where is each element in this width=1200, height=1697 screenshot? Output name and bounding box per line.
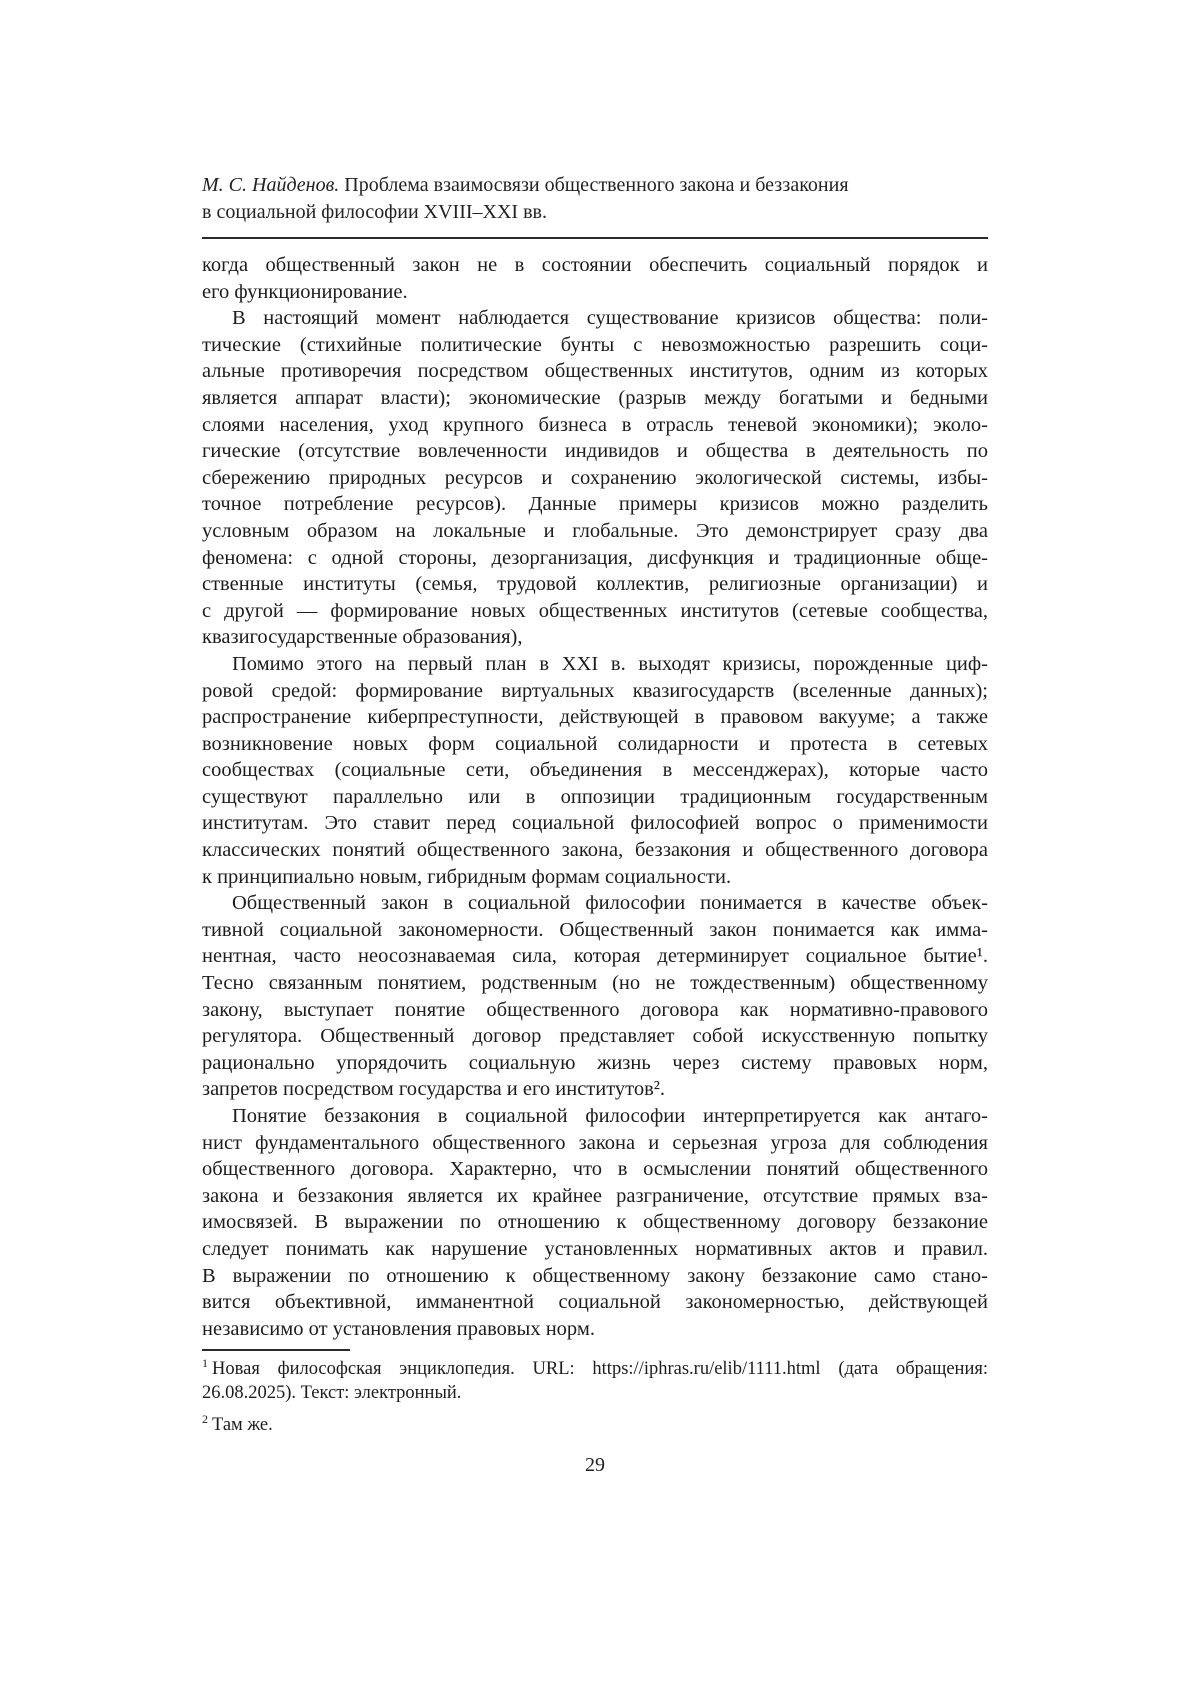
body-line: институтам. Это ставит перед социальной философией вопрос о применимости — [202, 812, 988, 835]
body-line: сбережению природных ресурсов и сохранению экологической системы, избы- — [202, 466, 988, 489]
body-line: следует понимать как нарушение установленных нормативных актов и правил. — [202, 1237, 988, 1260]
body-line: независимо от установления правовых норм. — [202, 1317, 595, 1340]
header-rule — [202, 237, 988, 239]
footnote-marker: 1 — [202, 1356, 208, 1371]
footnote — [202, 1358, 988, 1405]
body-line: нентная, часто неосознаваемая сила, которая детерминирует социальное бытие¹. — [202, 945, 988, 968]
running-head-author: М. С. Найденов. — [202, 174, 340, 196]
body-line: тивной социальной закономерности. Общественный закон понимается как имма- — [202, 918, 988, 941]
paragraph — [202, 252, 988, 305]
running-head-line1 — [202, 172, 988, 199]
body-line: квазигосударственные образования), — [202, 626, 523, 649]
body-line: существуют параллельно или в оппозиции традиционным государственным — [202, 785, 988, 808]
body-line: Общественный закон в социальной философии понимается в качестве объек- — [232, 892, 988, 915]
body-line: его функционирование. — [202, 280, 408, 303]
article-body — [202, 252, 988, 1342]
paragraph — [202, 890, 988, 1103]
body-line: феномена: с одной стороны, дезорганизация, дисфункция и традиционные обще- — [202, 546, 988, 569]
body-line: рационально упорядочить социальную жизнь через систему правовых норм, — [202, 1051, 988, 1074]
running-head-line2: в социальной философии XVIII–XXI вв. — [202, 201, 547, 223]
body-line: гические (отсутствие вовлеченности индивидов и общества в деятельность по — [202, 440, 988, 463]
body-line: является аппарат власти); экономические (разрыв между богатыми и бедными — [202, 386, 988, 409]
body-line: ственные институты (семья, трудовой коллектив, религиозные организации) и — [202, 573, 988, 596]
body-line: В настоящий момент наблюдается существование кризисов общества: поли- — [232, 307, 988, 330]
footnote-separator-rule — [202, 1349, 350, 1351]
paragraph — [202, 651, 988, 890]
body-line: вится объективной, имманентной социальной закономерностью, действующей — [202, 1291, 988, 1314]
body-line: запретов посредством государства и его институтов². — [202, 1078, 666, 1101]
footnote-line: $^1$ Новая философская энциклопедия. URL: https://iphras.ru/elib/1111.html (дата обращения: — [202, 1356, 988, 1380]
paragraph — [202, 305, 988, 651]
body-line: нист фундаментального общественного закона и серьезная угроза для соблюдения — [202, 1131, 988, 1154]
body-line: закона и беззакония является их крайнее разграничение, отсутствие прямых вза- — [202, 1184, 988, 1207]
running-head-title: Проблема взаимосвязи общественного закона и беззакония — [339, 174, 849, 196]
body-line: Понятие беззакония в социальной философии интерпретируется как антаго- — [232, 1105, 988, 1127]
footnote-line: 26.08.2025). Текст: электронный. — [202, 1382, 462, 1403]
body-line: закону, выступает понятие общественного договора как нормативно-правового — [202, 998, 988, 1021]
page-number: 29 — [585, 1453, 605, 1476]
body-line: Тесно связанным понятием, родственным (но не тождественным) общественному — [202, 972, 988, 995]
footnote-marker: 2 — [202, 1412, 208, 1427]
running-head — [202, 172, 988, 226]
body-line: общественного договора. Характерно, что в осмыслении понятий общественного — [202, 1158, 988, 1181]
body-line: распространение киберпреступности, действующей в правовом вакууме; а также — [202, 706, 988, 729]
footnote — [202, 1414, 988, 1438]
body-line: ровой средой: формирование виртуальных квазигосударств (вселенные данных); — [202, 679, 988, 702]
body-line: возникновение новых форм социальной солидарности и протеста в сетевых — [202, 732, 988, 755]
body-line: тические (стихийные политические бунты с невозможностью разрешить соци- — [202, 333, 988, 356]
body-line: классических понятий общественного закона, беззакония и общественного договора — [202, 839, 988, 862]
body-line: когда общественный закон не в состоянии обеспечить социальный порядок и — [202, 254, 988, 276]
body-line: альные противоречия посредством общественных институтов, одним из которых — [202, 360, 988, 383]
body-line: точное потребление ресурсов). Данные примеры кризисов можно разделить — [202, 493, 988, 516]
body-line: регулятора. Общественный договор представляет собой искусственную попытку — [202, 1025, 988, 1048]
body-line: к принципиально новым, гибридным формам социальности. — [202, 865, 732, 888]
body-line: В выражении по отношению к общественному закону беззаконие само стано- — [202, 1264, 988, 1287]
body-line: имосвязей. В выражении по отношению к общественному договору беззаконие — [202, 1211, 988, 1234]
body-line: условным образом на локальные и глобальные. Это демонстрирует сразу два — [202, 519, 988, 542]
text-block — [202, 172, 988, 1477]
footnote-line: $^2$ Там же. — [202, 1412, 273, 1436]
body-line: сообществах (социальные сети, объединения в мессенджерах), которые часто — [202, 759, 988, 782]
paragraph — [202, 1103, 988, 1342]
footnotes — [202, 1358, 988, 1438]
body-line: Помимо этого на первый план в XXI в. выходят кризисы, порожденные циф- — [232, 652, 988, 675]
body-line: слоями населения, уход крупного бизнеса в отрасль теневой экономики); эколо- — [202, 413, 988, 436]
body-line: с другой — формирование новых общественных институтов (сетевые сообщества, — [202, 599, 988, 622]
